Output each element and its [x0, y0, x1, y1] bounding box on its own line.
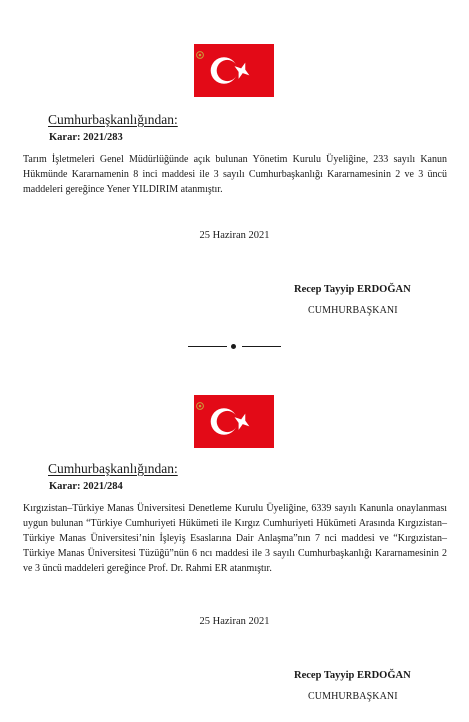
presidential-seal-icon [196, 397, 204, 405]
signer-title: CUMHURBAŞKANI [308, 305, 398, 316]
signer-name: Recep Tayyip ERDOĞAN [294, 284, 411, 295]
decree-body: Kırgızistan–Türkiye Manas Üniversitesi Denetleme Kurulu Üyeliğine, 6339 sayılı Kanunla onaylanması uygun bulunan “Türkiye Cumhuriyeti Hükümeti ile Kırgız Cumhuriyeti Hükümeti Arasında Kırgızistan–Türkiye Manas Üniversitesi’nin İşleyiş Esaslarına Dair Anlaşma”nın 7 nci maddesi ve “Kırgızistan–Türkiye Manas Üniversitesi Tüzüğü”nün 6 ncı maddesi ile 3 sayılı Cumhurbaşkanlığı Kararnamesinin 2 ve 3 üncü maddeleri gereğince Prof. Dr. Rahmi ER atanmıştır. [23, 503, 447, 574]
separator-line-left [188, 346, 227, 347]
section-separator [186, 341, 283, 351]
signer-title: CUMHURBAŞKANI [308, 691, 398, 702]
issuer-heading: Cumhurbaşkanlığından: [48, 461, 178, 476]
decree-number: Karar: 2021/283 [49, 132, 123, 143]
separator-bullet [231, 344, 236, 349]
decree-date: 25 Haziran 2021 [199, 230, 270, 241]
presidential-seal-icon [196, 46, 204, 54]
flag-graphic [194, 44, 274, 97]
separator-line-right [242, 346, 281, 347]
issuer-heading: Cumhurbaşkanlığından: [48, 112, 178, 127]
decree-body: Tarım İşletmeleri Genel Müdürlüğünde açık bulunan Yönetim Kurulu Üyeliğine, 233 sayılı Kanun Hükmünde Kararnamenin 8 inci maddesi ile 3 sayılı Cumhurbaşkanlığı Kararnamesinin 2 ve 3 üncü maddeleri gereğince Yener YILDIRIM atanmıştır. [23, 154, 447, 195]
signer-name: Recep Tayyip ERDOĞAN [294, 670, 411, 681]
flag-graphic [194, 395, 274, 448]
decree-number: Karar: 2021/284 [49, 481, 123, 492]
turkish-flag-icon [194, 44, 274, 97]
decree-date: 25 Haziran 2021 [199, 616, 270, 627]
turkish-flag-icon [194, 395, 274, 448]
